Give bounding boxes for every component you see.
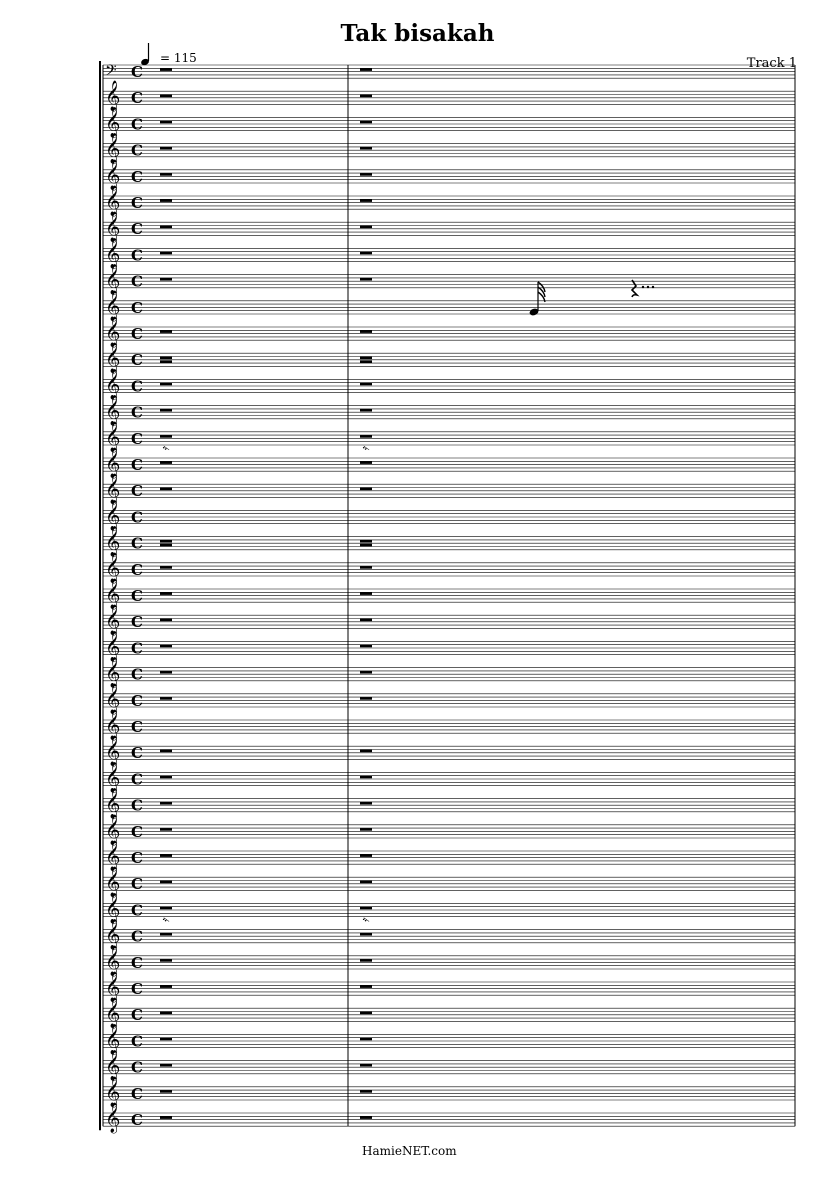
time-signature: C [131,639,143,658]
treble-clef: 𝄞 [105,762,121,793]
whole-rest-icon [360,68,372,71]
time-signature: C [131,1058,143,1077]
staff [103,1050,795,1082]
time-signature: C [131,377,143,396]
staff [103,604,795,636]
whole-rest-icon [360,95,372,98]
treble-clef: 𝄞 [105,552,121,583]
time-signature: C [131,482,143,501]
whole-rest-icon [360,645,372,648]
staff [103,106,795,138]
sixty-fourth-rest-icon: 𝄿 [358,443,373,453]
treble-clef: 𝄞 [105,238,121,269]
treble-clef: 𝄞 [105,159,121,190]
treble-clef: 𝄞 [105,841,121,871]
whole-rest-icon [360,1038,372,1041]
whole-rest-icon [160,959,172,962]
staff [103,499,795,531]
staff [103,630,795,662]
time-signature: C [131,587,143,605]
whole-rest-icon [160,1090,172,1093]
whole-rest-icon [360,907,372,910]
whole-rest-icon [360,854,372,857]
whole-rest-icon [360,544,372,547]
whole-rest-icon [360,330,372,333]
treble-clef: 𝄞 [105,657,121,688]
treble-clef: 𝄞 [105,343,121,374]
whole-rest-icon [160,409,172,412]
whole-rest-icon [360,1116,372,1119]
whole-rest-icon [160,592,172,595]
sixty-fourth-rest-icon: 𝄿 [158,915,173,924]
whole-rest-icon [360,592,372,595]
treble-clef: 𝄞 [105,107,121,138]
tempo-note-icon [140,43,150,66]
footer-credit: HamieNET.com [362,1144,457,1158]
whole-rest-icon [360,933,372,936]
staff [103,788,795,820]
whole-rest-icon [360,121,372,124]
time-signature: C [131,927,143,946]
treble-clef: 𝄞 [105,81,121,112]
whole-rest-icon [160,278,172,281]
time-signature: C [131,1006,143,1025]
treble-clef: 𝄞 [105,500,121,531]
treble-clef: 𝄞 [105,448,121,478]
time-signature: C [131,403,143,422]
staff [103,159,795,191]
whole-rest-icon [360,278,372,281]
treble-clef: 𝄞 [105,317,121,347]
whole-rest-icon [360,360,372,363]
staff [103,444,795,479]
staff [103,185,795,217]
whole-rest-icon [360,435,372,438]
whole-rest-icon [160,854,172,857]
time-signature: C [131,141,143,160]
whole-rest-icon [160,461,172,464]
whole-rest-icon [360,828,372,831]
treble-clef: 𝄞 [105,133,121,164]
whole-rest-icon [360,357,372,360]
whole-rest-icon [360,566,372,569]
whole-rest-icon [160,435,172,438]
score-title: Tak bisakah [340,20,495,47]
whole-rest-icon [160,68,172,71]
whole-rest-icon [160,802,172,805]
whole-rest-icon [160,95,172,98]
whole-rest-icon [160,671,172,674]
time-signature: C [131,901,143,920]
staff [103,657,795,689]
whole-rest-icon [160,544,172,547]
whole-rest-icon [360,1012,372,1015]
whole-rest-icon [160,750,172,753]
time-signature: C [131,560,143,579]
time-signature: C [131,220,143,239]
whole-rest-icon [360,147,372,150]
whole-rest-icon [160,330,172,333]
time-signature: C [131,63,143,81]
time-signature: C [131,508,143,527]
whole-rest-icon [160,1116,172,1119]
whole-rest-icon [360,1064,372,1067]
time-signature: C [131,1084,143,1103]
whole-rest-icon [360,409,372,412]
staff [103,1076,795,1108]
whole-rest-icon [160,566,172,569]
time-signature: C [131,770,143,789]
staff [103,526,795,558]
staff [103,578,795,610]
time-signature: C [131,691,143,710]
treble-clef: 𝄞 [105,290,121,321]
time-signature: C [131,613,143,632]
staff [103,290,795,322]
staff [103,709,795,741]
time-signature: C [131,796,143,815]
whole-rest-icon [160,933,172,936]
whole-rest-icon [360,671,372,674]
treble-clef: 𝄞 [105,631,121,662]
time-signature: C [131,272,143,291]
staff [103,368,795,400]
time-signature: C [131,456,143,474]
treble-clef: 𝄞 [105,788,121,819]
treble-clef: 𝄞 [105,579,121,609]
whole-rest-icon [160,985,172,988]
whole-rest-icon [160,360,172,363]
treble-clef: 𝄞 [105,1024,121,1055]
treble-clef: 𝄞 [105,369,121,400]
whole-rest-icon [360,985,372,988]
treble-clef: 𝄞 [105,474,121,505]
whole-rest-icon [160,645,172,648]
whole-rest-icon [160,907,172,910]
time-signature: C [131,194,143,212]
track-label: Track 1 [746,56,797,71]
whole-rest-icon [360,776,372,779]
whole-rest-icon [160,383,172,386]
staff [103,814,795,846]
staff [103,80,795,112]
staff-system [100,61,795,1134]
time-signature: C [131,429,143,448]
staff [103,421,795,453]
treble-clef: 𝄞 [105,212,121,243]
treble-clef: 𝄞 [105,264,121,295]
treble-clef: 𝄞 [105,526,121,557]
whole-rest-icon [160,199,172,202]
treble-clef: 𝄞 [105,814,121,845]
whole-rest-icon [160,1012,172,1015]
time-signature: C [131,115,143,134]
time-signature: C [131,1032,143,1051]
time-signature: C [131,298,143,317]
treble-clef: 𝄞 [105,998,121,1029]
whole-rest-icon [360,619,372,622]
whole-rest-icon [160,173,172,176]
whole-rest-icon [160,619,172,622]
whole-rest-icon [160,147,172,150]
time-signature: C [131,534,143,553]
sixty-fourth-rest-icon: 𝄿 [358,915,373,924]
staff [103,761,795,793]
time-signature: C [131,246,143,265]
time-signature: C [131,980,143,998]
treble-clef: 𝄞 [105,972,121,1002]
treble-clef: 𝄞 [105,736,121,767]
whole-rest-icon [360,252,372,255]
thirty-second-note-icon [529,282,545,317]
whole-rest-icon [360,1090,372,1093]
whole-rest-icon [160,252,172,255]
staff [103,133,795,165]
treble-clef: 𝄞 [105,1050,121,1081]
whole-rest-icon [160,488,172,491]
treble-clef: 𝄞 [105,186,121,216]
whole-rest-icon [360,199,372,202]
whole-rest-icon [360,750,372,753]
whole-rest-icon [160,540,172,543]
staff [103,1102,795,1134]
staff [103,316,795,348]
treble-clef: 𝄞 [105,867,121,898]
whole-rest-icon [160,881,172,884]
whole-rest-icon [160,697,172,700]
treble-clef: 𝄞 [105,683,121,714]
treble-clef: 𝄞 [105,421,121,452]
time-signature: C [131,875,143,894]
whole-rest-icon [360,488,372,491]
treble-clef: 𝄞 [105,395,121,426]
time-signature: C [131,849,143,867]
staff [103,997,795,1029]
staff [103,237,795,269]
time-signature: C [131,744,143,763]
music-notes [529,280,655,317]
whole-rest-icon [160,776,172,779]
treble-clef: 𝄞 [105,919,121,950]
staff [103,395,795,427]
staff [103,840,795,872]
time-signature: C [131,822,143,841]
staff [103,62,795,83]
time-signature: C [131,89,143,108]
staff [103,915,795,950]
whole-rest-icon [360,226,372,229]
treble-clef: 𝄞 [105,1103,121,1133]
time-signature: C [131,1111,143,1129]
time-signature: C [131,325,143,343]
staff [103,473,795,505]
staff [103,892,795,924]
staff [103,211,795,243]
whole-rest-icon [160,1064,172,1067]
treble-clef: 𝄞 [105,605,121,636]
whole-rest-icon [360,802,372,805]
tempo-value: = 115 [160,51,197,65]
whole-rest-icon [360,383,372,386]
whole-rest-icon [160,828,172,831]
staff [103,264,795,296]
whole-rest-icon [360,959,372,962]
whole-rest-icon [360,697,372,700]
staff [103,552,795,584]
staff [103,342,795,374]
time-signature: C [131,167,143,186]
time-signature: C [131,665,143,684]
whole-rest-icon [160,121,172,124]
whole-rest-icon [360,461,372,464]
time-signature: C [131,351,143,370]
time-signature: C [131,718,143,736]
treble-clef: 𝄞 [105,710,121,740]
staff [103,971,795,1003]
whole-rest-icon [360,881,372,884]
treble-clef: 𝄞 [105,1076,121,1107]
staff [103,735,795,767]
staff [103,866,795,898]
treble-clef: 𝄞 [105,893,121,924]
whole-rest-icon [360,173,372,176]
staff [103,683,795,715]
time-signature: C [131,953,143,972]
whole-rest-icon [160,1038,172,1041]
sixty-fourth-rest-icon: 𝄿 [158,443,173,453]
treble-clef: 𝄞 [105,945,121,976]
staff [103,1023,795,1055]
whole-rest-icon [160,357,172,360]
whole-rest-icon [160,226,172,229]
staff [103,945,795,977]
bass-clef: 𝄢 [105,62,117,83]
dotted-rest-icon [632,280,654,297]
whole-rest-icon [360,540,372,543]
